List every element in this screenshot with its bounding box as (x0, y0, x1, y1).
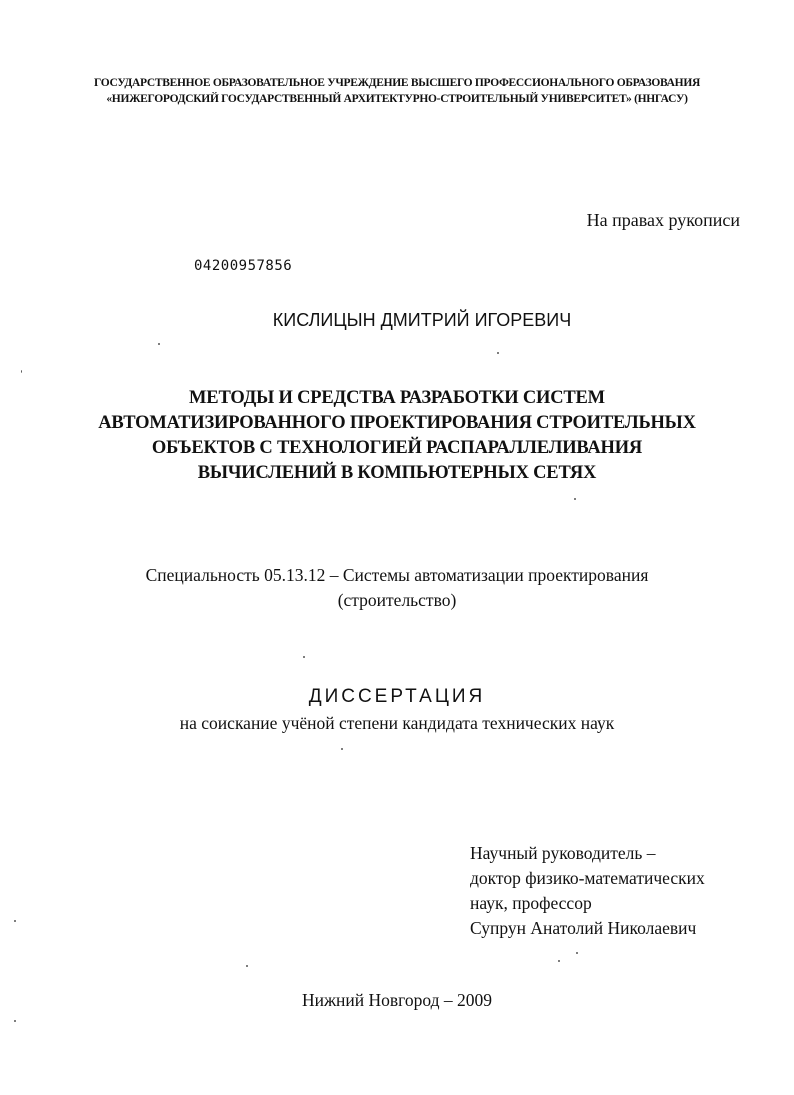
title-line-3: ОБЪЕКТОВ С ТЕХНОЛОГИЕЙ РАСПАРАЛЛЕЛИВАНИЯ (151, 438, 643, 458)
document-number: 04200957856 (194, 258, 293, 274)
scan-speck (14, 920, 16, 922)
scan-speck (303, 656, 305, 658)
specialty-line-1: Специальность 05.13.12 – Системы автоматизации проектирования (145, 565, 649, 585)
specialty (0, 563, 794, 613)
supervisor-line-3: наук, профессор (470, 893, 592, 913)
scan-speck (558, 960, 560, 962)
supervisor-line-1: Научный руководитель – (470, 843, 656, 863)
scan-speck (497, 352, 499, 354)
scan-speck (574, 498, 576, 500)
author-name: КИСЛИЦЫН ДМИТРИЙ ИГОРЕВИЧ (272, 310, 572, 330)
specialty-line-2: (строительство) (337, 590, 457, 610)
scan-speck (576, 952, 578, 954)
manuscript-note: На правах рукописи (586, 210, 740, 230)
scan-speck (14, 1020, 16, 1022)
degree-line: на соискание учёной степени кандидата технических наук (179, 713, 615, 733)
title-line-2: АВТОМАТИЗИРОВАННОГО ПРОЕКТИРОВАНИЯ СТРОИТЕЛЬНЫХ (98, 413, 696, 433)
supervisor-line-2: доктор физико-математических (470, 868, 705, 888)
title-line-4: ВЫЧИСЛЕНИЙ В КОМПЬЮТЕРНЫХ СЕТЯХ (197, 463, 597, 483)
city-year: Нижний Новгород – 2009 (301, 990, 493, 1010)
dissertation-title (0, 386, 794, 486)
institution-line-1: ГОСУДАРСТВЕННОЕ ОБРАЗОВАТЕЛЬНОЕ УЧРЕЖДЕНИЕ ВЫСШЕГО ПРОФЕССИОНАЛЬНОГО ОБРАЗОВАНИЯ (94, 77, 700, 89)
scan-speck (246, 965, 248, 967)
scan-speck (341, 748, 343, 750)
supervisor-block (470, 841, 705, 941)
scan-speck (158, 343, 160, 345)
dissertation-label: ДИССЕРТАЦИЯ (308, 686, 486, 707)
supervisor-line-4: Супрун Анатолий Николаевич (470, 918, 697, 938)
title-line-1: МЕТОДЫ И СРЕДСТВА РАЗРАБОТКИ СИСТЕМ (189, 388, 605, 408)
scan-speck (21, 370, 22, 373)
institution-line-2: «НИЖЕГОРОДСКИЙ ГОСУДАРСТВЕННЫЙ АРХИТЕКТУРНО-СТРОИТЕЛЬНЫЙ УНИВЕРСИТЕТ» (ННГАСУ) (106, 93, 688, 105)
institution-header (0, 75, 794, 107)
